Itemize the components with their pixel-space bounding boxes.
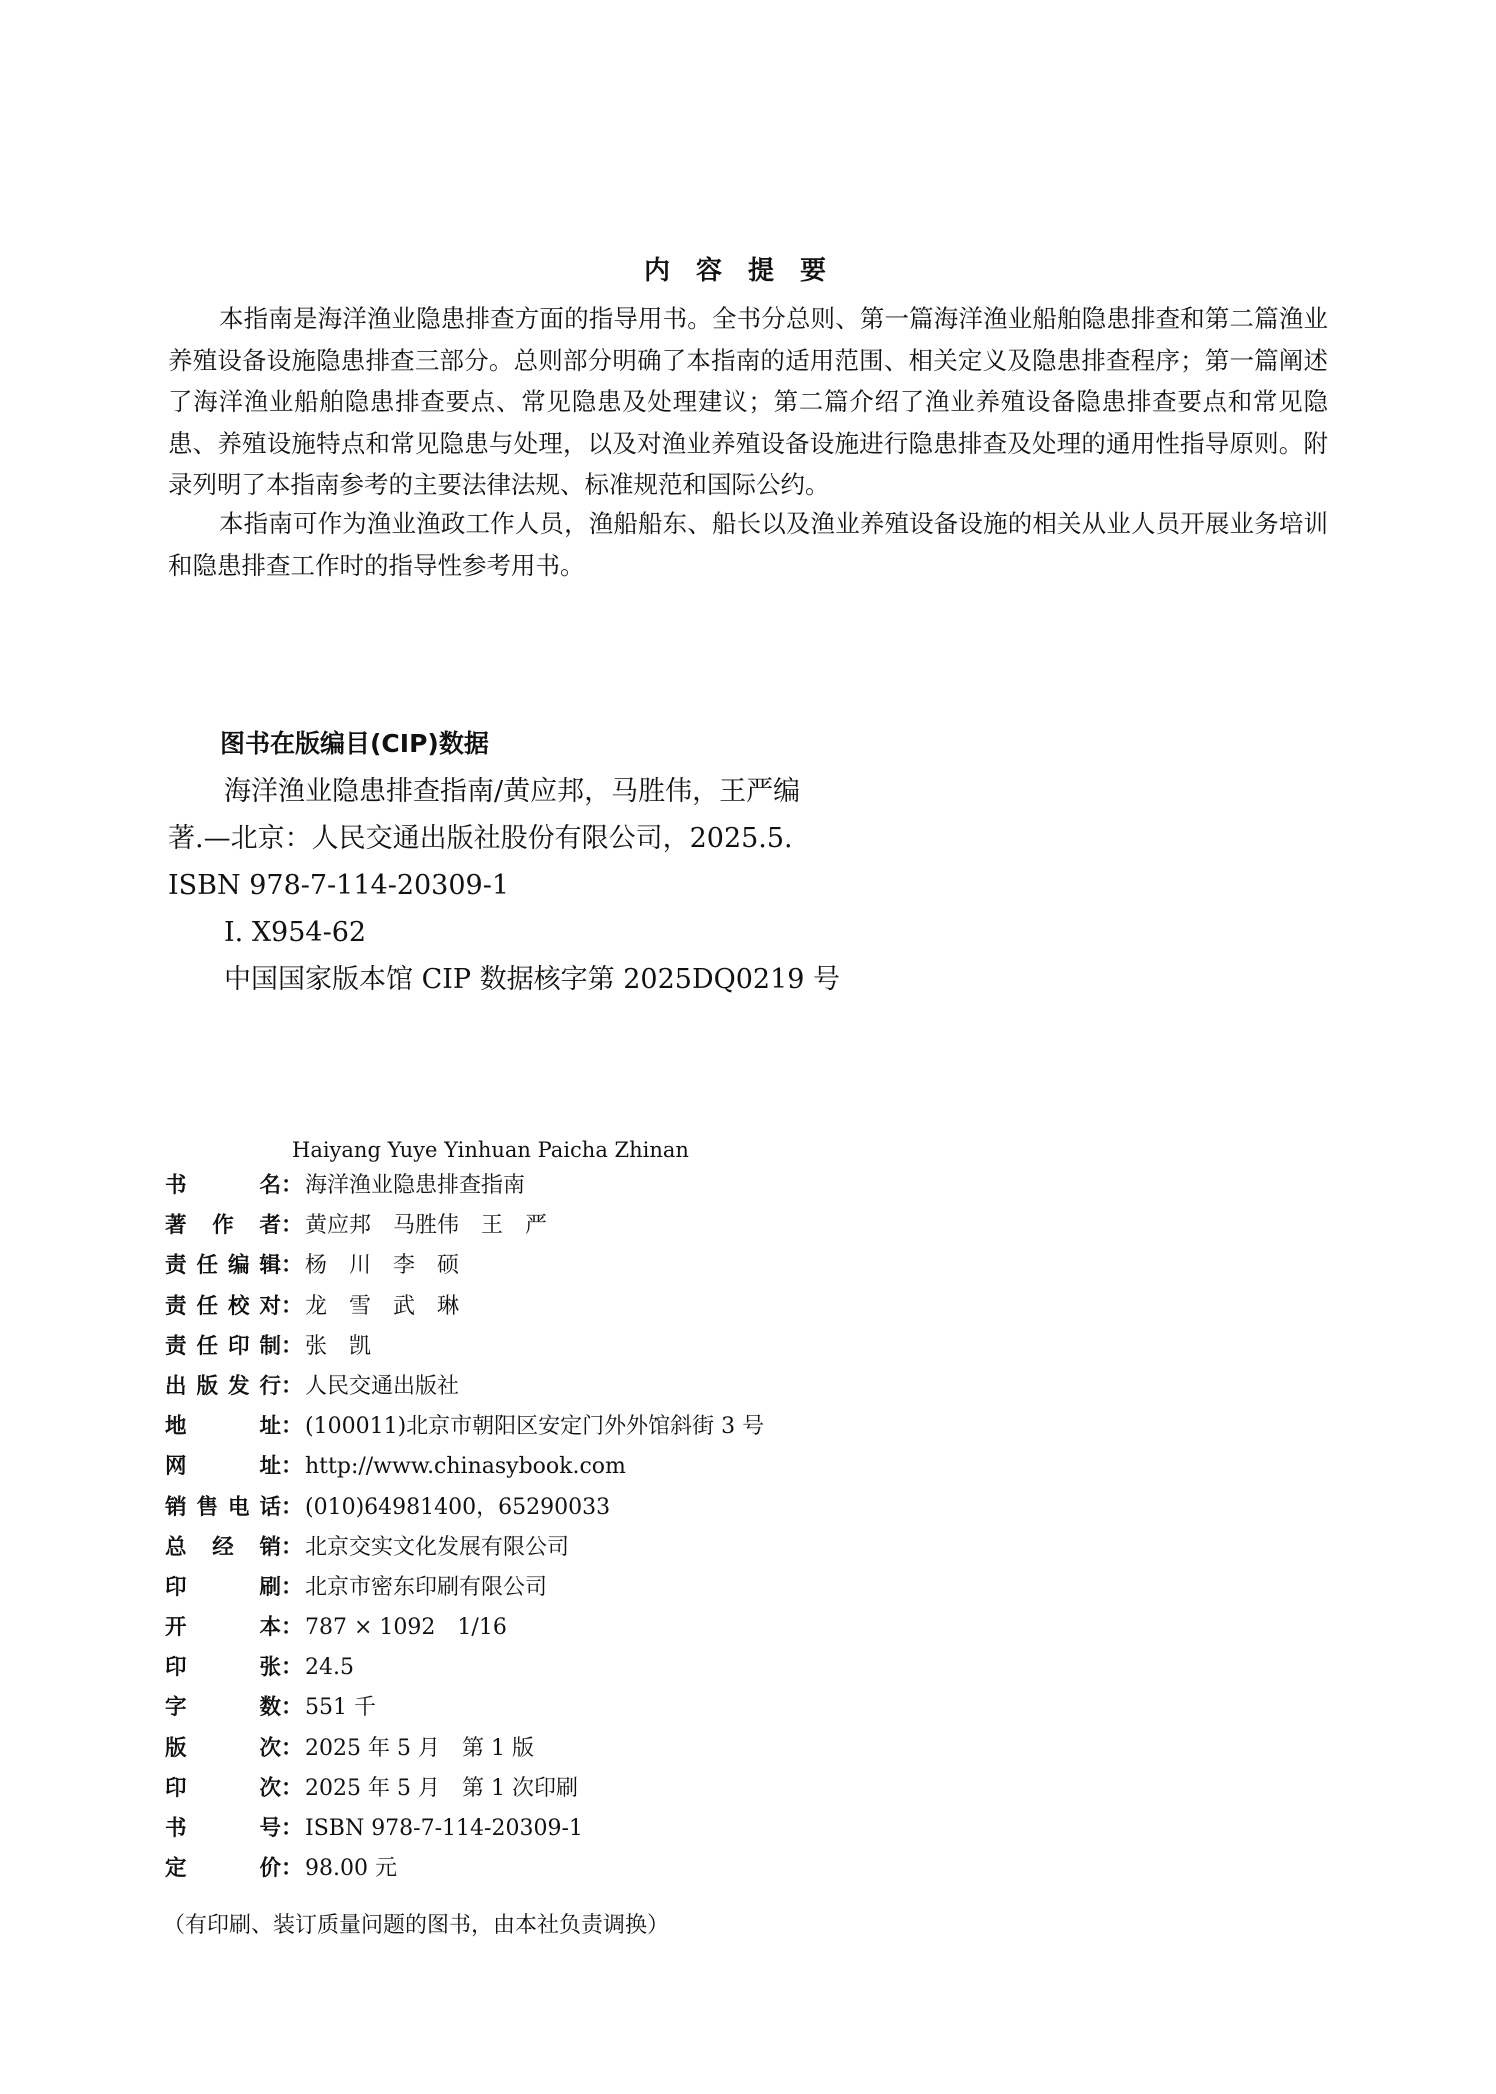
label-colon: ： bbox=[281, 1253, 304, 1279]
label-colon: ： bbox=[281, 1655, 304, 1681]
copyright-value: 24.5 bbox=[305, 1655, 354, 1681]
copyright-row bbox=[165, 1447, 764, 1487]
label-colon: ： bbox=[281, 1454, 304, 1480]
label-colon: ： bbox=[281, 1735, 304, 1761]
summary-title: 内容提要 bbox=[643, 256, 852, 286]
copyright-row bbox=[165, 1287, 764, 1327]
copyright-label: 定价 bbox=[165, 1856, 281, 1882]
copyright-value: 98.00 元 bbox=[305, 1856, 397, 1882]
copyright-row bbox=[165, 1206, 764, 1246]
copyright-label: 网址 bbox=[165, 1454, 281, 1480]
copyright-value: 黄应邦 马胜伟 王 严 bbox=[305, 1213, 548, 1239]
copyright-value: 海洋渔业隐患排查指南 bbox=[305, 1173, 526, 1198]
copyright-value: 人民交通出版社 bbox=[305, 1373, 460, 1399]
cip-heading: 图书在版编目(CIP)数据 bbox=[220, 729, 489, 758]
cip-line: ISBN 978-7-114-20309-1 bbox=[168, 870, 510, 901]
copyright-label: 开本 bbox=[165, 1615, 281, 1641]
copyright-label: 出版发行 bbox=[165, 1373, 281, 1399]
copyright-row bbox=[165, 1528, 764, 1568]
copyright-value: 北京市密东印刷有限公司 bbox=[305, 1574, 548, 1600]
copyright-label: 著作者 bbox=[165, 1213, 281, 1239]
copyright-label: 书号 bbox=[165, 1816, 281, 1841]
copyright-label: 书名 bbox=[165, 1173, 281, 1198]
copyright-row bbox=[165, 1769, 764, 1809]
copyright-label: 版次 bbox=[165, 1735, 281, 1761]
cip-line: Ⅰ. X954-62 bbox=[224, 917, 367, 948]
label-colon: ： bbox=[281, 1534, 304, 1560]
label-colon: ： bbox=[281, 1494, 304, 1520]
cip-line: 海洋渔业隐患排查指南/黄应邦，马胜伟，王严编 bbox=[224, 776, 801, 807]
label-colon: ： bbox=[281, 1293, 304, 1319]
copyright-label: 责任校对 bbox=[165, 1293, 281, 1319]
copyright-value: 787 × 1092 1/16 bbox=[305, 1615, 507, 1641]
copyright-label: 字数 bbox=[165, 1695, 281, 1721]
copyright-value: 2025 年 5 月 第 1 版 bbox=[305, 1735, 534, 1761]
copyright-row bbox=[165, 1648, 764, 1688]
copyright-row bbox=[165, 1327, 764, 1367]
label-colon: ： bbox=[281, 1775, 304, 1801]
copyright-row bbox=[165, 1688, 764, 1728]
label-colon: ： bbox=[281, 1816, 304, 1841]
summary-paragraph: 本指南是海洋渔业隐患排查方面的指导用书。全书分总则、第一篇海洋渔业船舶隐患排查和第二篇渔业养殖设备设施隐患排查三部分。总则部分明确了本指南的适用范围、相关定义及隐患排查程序；第一篇阐述了海洋渔业船舶隐患排查要点、常见隐患及处理建议；第二篇介绍了渔业养殖设备隐患排查要点和常见隐患、养殖设施特点和常见隐患与处理，以及对渔业养殖设备设施进行隐患排查及处理的通用性指导原则。附录列明了本指南参考的主要法律法规、标准规范和国际公约。 bbox=[168, 304, 1328, 499]
label-colon: ： bbox=[281, 1373, 304, 1399]
copyright-label: 销售电话 bbox=[165, 1494, 281, 1520]
copyright-value: 张 凯 bbox=[305, 1333, 372, 1359]
copyright-row bbox=[165, 1246, 764, 1286]
copyright-value: http://www.chinasybook.com bbox=[305, 1454, 626, 1480]
copyright-value: 杨 川 李 硕 bbox=[305, 1253, 460, 1279]
copyright-info-list bbox=[165, 1166, 764, 1889]
copyright-label: 印张 bbox=[165, 1655, 281, 1681]
label-colon: ： bbox=[281, 1615, 304, 1641]
label-colon: ： bbox=[281, 1414, 304, 1440]
copyright-value: 2025 年 5 月 第 1 次印刷 bbox=[305, 1775, 578, 1801]
copyright-label: 总经销 bbox=[165, 1534, 281, 1560]
copyright-row bbox=[165, 1166, 764, 1206]
copyright-value: 龙 雪 武 琳 bbox=[305, 1293, 460, 1319]
quality-note: （有印刷、装订质量问题的图书，由本社负责调换） bbox=[163, 1913, 670, 1938]
copyright-row bbox=[165, 1407, 764, 1447]
copyright-row bbox=[165, 1849, 764, 1889]
copyright-label: 印次 bbox=[165, 1775, 281, 1801]
copyright-value: 551 千 bbox=[305, 1695, 377, 1721]
copyright-value: (100011)北京市朝阳区安定门外外馆斜街 3 号 bbox=[305, 1414, 765, 1440]
copyright-label: 地址 bbox=[165, 1414, 281, 1440]
copyright-label: 印刷 bbox=[165, 1574, 281, 1600]
copyright-row bbox=[165, 1367, 764, 1407]
label-colon: ： bbox=[281, 1856, 304, 1882]
summary-paragraph: 本指南可作为渔业渔政工作人员，渔船船东、船长以及渔业养殖设备设施的相关从业人员开展业务培训和隐患排查工作时的指导性参考用书。 bbox=[168, 509, 1328, 580]
label-colon: ： bbox=[281, 1574, 304, 1600]
copyright-row bbox=[165, 1729, 764, 1769]
label-colon: ： bbox=[281, 1695, 304, 1721]
label-colon: ： bbox=[281, 1333, 304, 1359]
copyright-value: ISBN 978-7-114-20309-1 bbox=[305, 1816, 583, 1841]
pinyin-title: Haiyang Yuye Yinhuan Paicha Zhinan bbox=[292, 1138, 689, 1162]
copyright-row bbox=[165, 1488, 764, 1528]
copyright-value: (010)64981400，65290033 bbox=[305, 1494, 611, 1520]
copyright-label: 责任印制 bbox=[165, 1333, 281, 1359]
copyright-label: 责任编辑 bbox=[165, 1253, 281, 1279]
copyright-row bbox=[165, 1809, 764, 1849]
copyright-row bbox=[165, 1608, 764, 1648]
cip-data-block bbox=[168, 768, 888, 1003]
label-colon: ： bbox=[281, 1173, 304, 1198]
copyright-value: 北京交实文化发展有限公司 bbox=[305, 1534, 570, 1560]
cip-line: 著.—北京：人民交通出版社股份有限公司，2025.5. bbox=[168, 823, 793, 854]
copyright-row bbox=[165, 1568, 764, 1608]
cip-line: 中国国家版本馆 CIP 数据核字第 2025DQ0219 号 bbox=[224, 964, 841, 995]
label-colon: ： bbox=[281, 1213, 304, 1239]
